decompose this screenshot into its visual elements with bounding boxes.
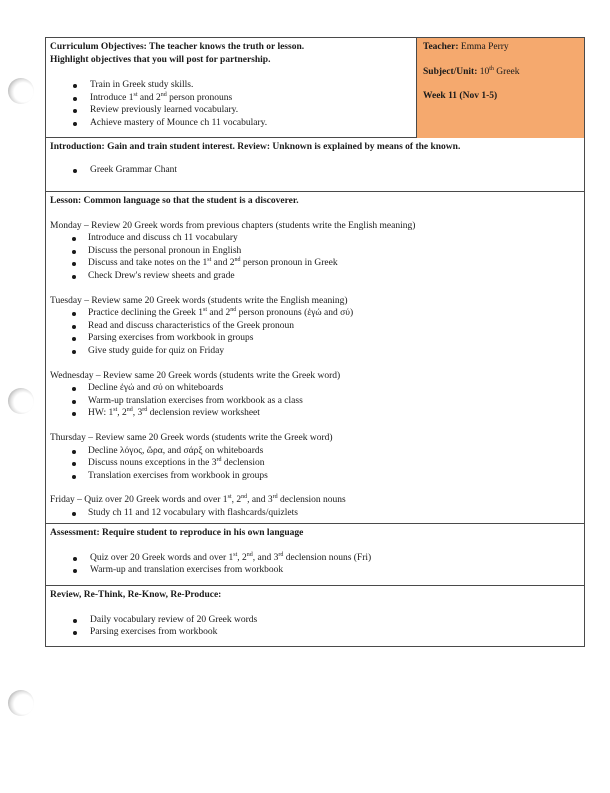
teacher-name: Emma Perry <box>460 42 509 52</box>
thursday-item: Translation exercises from workbook in groups <box>46 470 580 483</box>
monday-item: Discuss and take notes on the 1st and 2nd person pronoun in Greek <box>46 257 580 270</box>
introduction-title: Introduction: Gain and train student interest. Review: Unknown is explained by means of the known. <box>50 142 461 152</box>
monday-line: Monday – Review 20 Greek words from previous chapters (students write the English meaning) <box>50 220 416 231</box>
subject-value: 10th Greek <box>479 65 520 77</box>
monday-block <box>46 220 580 283</box>
binder-hole-top <box>8 78 34 104</box>
assessment-item: Warm-up and translation exercises from workbook <box>50 564 580 577</box>
objectives-subtitle: Highlight objectives that you will post for partnership. <box>50 54 271 65</box>
wednesday-line: Wednesday – Review same 20 Greek words (students write the Greek word) <box>50 370 341 381</box>
binder-hole-middle <box>8 388 34 414</box>
thursday-item: Decline λόγος, ὥρα, and σάρξ on whiteboards <box>46 445 580 458</box>
tuesday-item: Parsing exercises from workbook in groups <box>46 332 580 345</box>
tuesday-item: Give study guide for quiz on Friday <box>46 345 580 358</box>
wednesday-item: Warm-up translation exercises from workbook as a class <box>46 395 580 408</box>
friday-block <box>46 494 580 519</box>
monday-item: Check Drew's review sheets and grade <box>46 270 580 283</box>
assessment-item: Quiz over 20 Greek words and over 1st, 2nd, and 3rd declension nouns (Fri) <box>50 552 580 565</box>
friday-item: Study ch 11 and 12 vocabulary with flashcards/quizlets <box>46 507 580 520</box>
assessment-title: Assessment: Require student to reproduce in his own language <box>50 528 304 538</box>
assessment-section <box>46 524 584 586</box>
wednesday-item: HW: 1st, 2nd, 3rd declension review worksheet <box>46 407 580 420</box>
objective-item: Achieve mastery of Mounce ch 11 vocabulary. <box>50 117 412 130</box>
lesson-title: Lesson: Common language so that the student is a discoverer. <box>50 196 299 206</box>
tuesday-item: Practice declining the Greek 1st and 2nd person pronouns (ἐγώ and σύ) <box>46 307 580 320</box>
introduction-section <box>46 138 584 192</box>
review-section <box>46 586 584 648</box>
thursday-line: Thursday – Review same 20 Greek words (students write the Greek word) <box>50 432 333 443</box>
friday-line: Friday – Quiz over 20 Greek words and over 1st, 2nd, and 3rd declension nouns <box>50 494 346 506</box>
thursday-block <box>46 432 580 482</box>
tuesday-item: Read and discuss characteristics of the Greek pronoun <box>46 320 580 333</box>
monday-item: Discuss the personal pronoun in English <box>46 245 580 258</box>
binder-hole-bottom <box>8 690 34 716</box>
tuesday-line: Tuesday – Review same 20 Greek words (students write the English meaning) <box>50 295 348 306</box>
wednesday-item: Decline ἐγώ and σύ on whiteboards <box>46 382 580 395</box>
review-item: Parsing exercises from workbook <box>50 626 580 639</box>
monday-item: Introduce and discuss ch 11 vocabulary <box>46 232 580 245</box>
objectives-list <box>50 79 412 129</box>
objectives-title: Curriculum Objectives: The teacher knows the truth or lesson. <box>50 42 305 52</box>
objective-item: Train in Greek study skills. <box>50 79 412 92</box>
objective-item: Review previously learned vocabulary. <box>50 104 412 117</box>
introduction-item: Greek Grammar Chant <box>50 164 580 177</box>
lesson-plan-table <box>45 37 585 647</box>
thursday-item: Discuss nouns exceptions in the 3rd declension <box>46 457 580 470</box>
objectives-section <box>46 38 584 138</box>
wednesday-block <box>46 370 580 420</box>
review-item: Daily vocabulary review of 20 Greek words <box>50 614 580 627</box>
teacher-label: Teacher: <box>423 42 459 52</box>
review-title: Review, Re-Think, Re-Know, Re-Produce: <box>50 590 222 600</box>
teacher-info-box <box>416 38 584 138</box>
tuesday-block <box>46 295 580 358</box>
week-label: Week 11 (Nov 1-5) <box>423 91 498 102</box>
objective-item: Introduce 1st and 2nd person pronouns <box>50 92 412 105</box>
lesson-section <box>46 192 584 524</box>
subject-label: Subject/Unit: <box>423 66 478 77</box>
